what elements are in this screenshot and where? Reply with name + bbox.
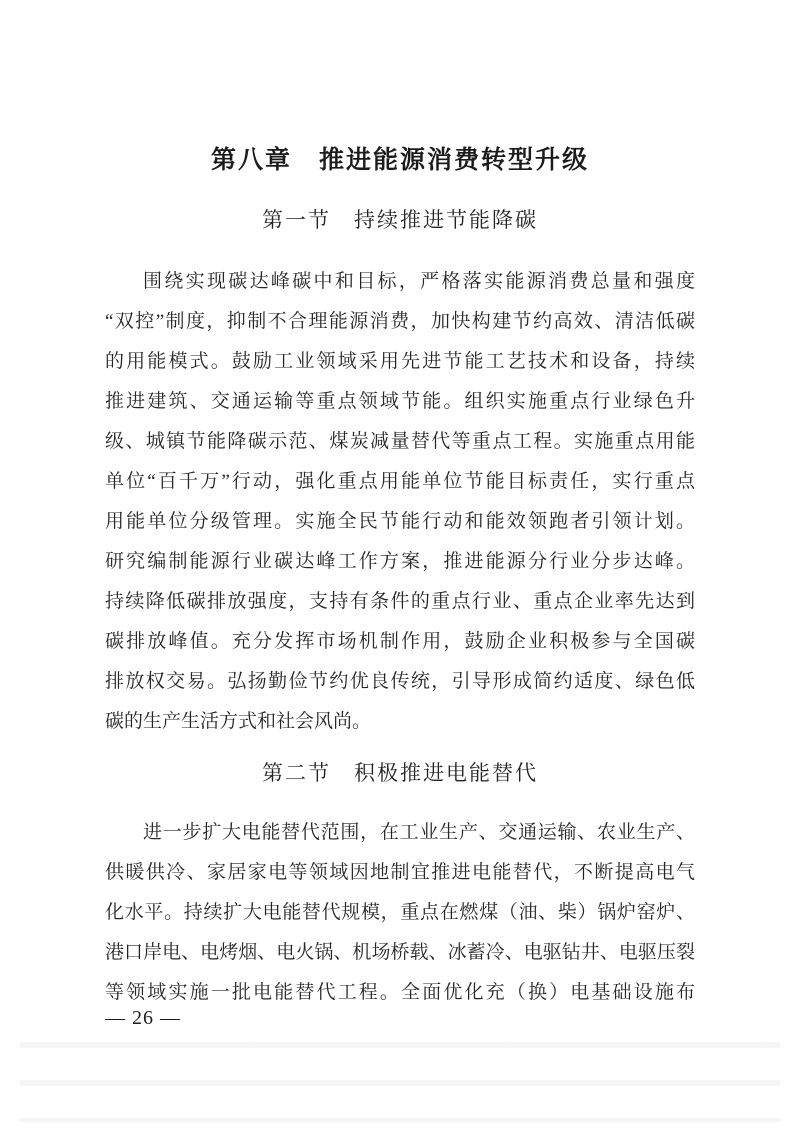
section-1-paragraph [105,262,695,742]
scan-bleed-through [20,1042,780,1122]
text-line: 排放权交易。弘扬勤俭节约优良传统，引导形成简约适度、绿色低 [105,671,695,692]
text-line: 推进建筑、交通运输等重点领域节能。组织实施重点行业绿色升 [105,391,695,412]
text-line: “双控”制度，抑制不合理能源消费，加快构建节约高效、清洁低碳 [105,311,695,332]
text-line: 等领域实施一批电能替代工程。全面优化充（换）电基础设施布 [105,982,695,1003]
section-1-heading: 第一节 持续推进节能降碳 [262,208,538,232]
chapter-title: 第八章 推进能源消费转型升级 [210,146,589,174]
text-line: 单位“百千万”行动，强化重点用能单位节能目标责任，实行重点 [105,471,695,492]
text-line: 港口岸电、电烤烟、电火锅、机场桥载、冰蓄冷、电驱钻井、电驱压裂 [105,942,695,963]
text-line: 的用能模式。鼓励工业领域采用先进节能工艺技术和设备，持续 [105,351,695,372]
text-line: 研究编制能源行业碳达峰工作方案，推进能源分行业分步达峰。 [105,551,695,572]
section-2-heading: 第二节 积极推进电能替代 [262,761,538,785]
section-2-paragraph [105,813,695,1013]
text-line: 碳排放峰值。充分发挥市场机制作用，鼓励企业积极参与全国碳 [105,631,695,652]
text-line: 级、城镇节能降碳示范、煤炭减量替代等重点工程。实施重点用能 [105,431,695,452]
text-line: 进一步扩大电能替代范围，在工业生产、交通运输、农业生产、 [143,822,695,843]
text-line: 用能单位分级管理。实施全民节能行动和能效领跑者引领计划。 [105,511,695,532]
text-line: 供暖供冷、家居家电等领域因地制宜推进电能替代，不断提高电气 [105,862,695,883]
text-line: 围绕实现碳达峰碳中和目标，严格落实能源消费总量和强度 [143,271,695,292]
text-line: 持续降低碳排放强度，支持有条件的重点行业、重点企业率先达到 [105,591,695,612]
text-line: 碳的生产生活方式和社会风尚。 [105,711,372,732]
text-line: 化水平。持续扩大电能替代规模，重点在燃煤（油、柴）锅炉窑炉、 [105,902,695,923]
page-number: — 26 — [105,1007,181,1029]
